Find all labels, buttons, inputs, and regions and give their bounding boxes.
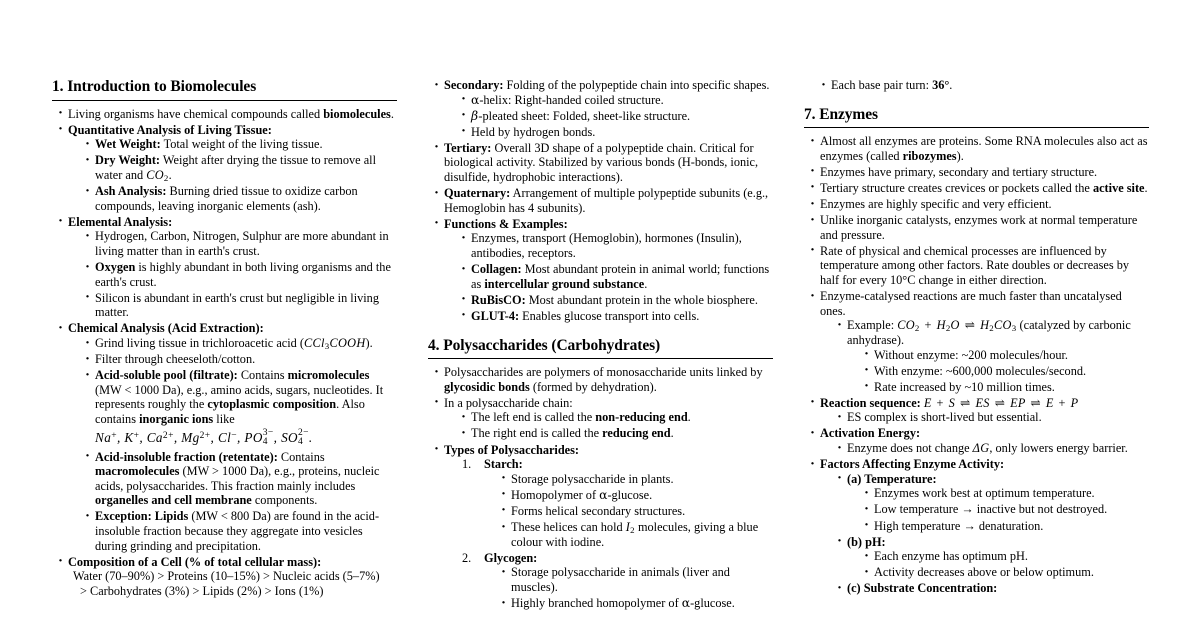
list-item	[808, 426, 1149, 455]
list-item: · Rate increased by ~10 million times.	[862, 380, 1149, 395]
term-bold: active site	[1092, 180, 1145, 195]
list-item	[83, 260, 397, 289]
list-item: · High temperature → denaturation.	[862, 519, 1149, 534]
term-text: . Also contains	[95, 397, 365, 426]
factor-label-temperature: (a) Temperature:	[847, 471, 937, 486]
term-text: Contains	[240, 368, 285, 383]
term-text: These helices can hold	[511, 520, 626, 535]
polysaccharide-types-ordered-list	[444, 457, 773, 610]
bullet-label: Elemental Analysis:	[68, 214, 173, 229]
list-item	[499, 488, 773, 503]
alpha-symbol: α	[471, 92, 480, 107]
formula-reaction-sequence: E + S ⇌ ES ⇌ EP ⇌ E + P	[923, 395, 1079, 410]
protein-structure-continued-list	[428, 78, 773, 324]
section-heading-4: 4. Polysaccharides (Carbohydrates)	[428, 336, 661, 354]
term-bold: macromolecules	[95, 464, 180, 479]
term-text: like	[216, 411, 235, 426]
term-text: Enables glucose transport into cells.	[522, 308, 700, 323]
term-tail: -glucose.	[607, 487, 653, 502]
list-item	[459, 309, 773, 324]
term-tail: .	[670, 426, 674, 441]
term-tail: .	[1144, 180, 1148, 195]
list-item	[56, 215, 397, 320]
list-item	[432, 186, 773, 215]
ph-sublist	[847, 549, 1149, 580]
term-label: Wet Weight:	[95, 137, 161, 152]
section-rule	[428, 358, 773, 359]
bullet-text-bold: biomolecules	[323, 106, 391, 121]
list-item: · Storage polysaccharide in animals (liver and muscles).	[499, 565, 773, 594]
term-text: Grind living tissue in trichloroacetic acid (	[95, 336, 304, 350]
term-text: In a polysaccharide chain:	[444, 395, 573, 410]
list-item: · Enzymes, transport (Hemoglobin), hormones (Insulin), antibodies, receptors.	[459, 231, 773, 260]
term-tail: (catalyzed by carbonic anhydrase).	[847, 318, 1131, 347]
column-1	[52, 78, 397, 626]
term-text: Almost all enzymes are proteins. Some RNA molecules also act as enzymes (called	[820, 134, 1148, 163]
list-item	[83, 368, 397, 447]
term-tail: .	[949, 78, 953, 92]
list-item	[459, 426, 773, 441]
section-polysaccharides	[428, 337, 773, 611]
chain-ends-sublist	[444, 410, 773, 441]
term-label: Oxygen	[95, 260, 136, 275]
term-bold: non-reducing end	[595, 410, 688, 425]
list-item	[808, 181, 1149, 196]
term-text: Homopolymer of	[511, 487, 600, 502]
list-item: · Forms helical secondary structures.	[499, 504, 773, 519]
list-item	[56, 123, 397, 214]
term-text: Most abundant protein in the whole biosphere.	[528, 292, 758, 307]
list-item	[499, 520, 773, 549]
temperature-sublist	[847, 486, 1149, 533]
list-item	[459, 293, 773, 308]
section-introduction-to-biomolecules	[52, 78, 397, 599]
term-text: Arrangement of multiple polypeptide subunits (e.g., Hemoglobin has 4 subunits).	[444, 186, 769, 215]
list-item	[56, 555, 397, 599]
list-item: · Storage polysaccharide in plants.	[499, 472, 773, 487]
list-item: · Activity decreases above or below optimum.	[862, 565, 1149, 580]
secondary-structure-sublist	[444, 93, 773, 140]
bullet-label: Composition of a Cell (% of total cellular mass):	[68, 554, 322, 569]
reaction-rates-sublist	[847, 348, 1149, 395]
term-text: (MW > 1000 Da), e.g., proteins, nucleic acids, polysaccharides. This fraction mainly includes	[95, 464, 380, 493]
term-bold: 36°	[932, 78, 950, 92]
term-text: Contains	[280, 449, 325, 464]
term-text: (formed by dehydration).	[532, 379, 657, 394]
term-label: Acid-soluble pool (filtrate):	[95, 368, 238, 383]
term-text: Enzyme does not change	[847, 441, 973, 456]
term-label: RuBisCO:	[471, 292, 526, 307]
term-text: (MW < 1000 Da), e.g., amino acids, sugars, nucleotides. It represents roughly the	[95, 382, 384, 412]
held-by-hydrogen-bonds-note: · Held by hydrogen bonds.	[459, 125, 773, 140]
list-item	[432, 443, 773, 611]
alpha-symbol: α	[681, 596, 691, 610]
list-item	[808, 289, 1149, 394]
formula-tca: CCl$_3$COOH	[304, 336, 366, 351]
section-heading-1: 1. Introduction to Biomolecules	[52, 78, 257, 95]
term-text: Weight after drying the tissue to remove all water and	[95, 153, 376, 182]
term-text: Each base pair turn:	[831, 78, 933, 92]
term-label: Secondary:	[444, 78, 504, 92]
list-item: · Hydrogen, Carbon, Nitrogen, Sulphur are more abundant in living matter than in earth's crust.	[83, 229, 397, 258]
column-3	[804, 78, 1149, 626]
term-bold: micromolecules	[287, 368, 370, 383]
term-bold: ribozymes	[902, 148, 957, 163]
list-item	[56, 321, 397, 553]
starch-sublist	[484, 472, 773, 549]
factor-label-substrate-concentration: (c) Substrate Concentration:	[847, 581, 998, 596]
term-text: Burning dried tissue to oxidize carbon compounds, leaving inorganic elements (ash).	[95, 184, 358, 213]
term-label: Starch:	[484, 457, 523, 472]
term-label: Ash Analysis:	[95, 184, 167, 199]
list-item	[56, 107, 397, 122]
three-column-layout	[52, 78, 1151, 626]
list-item	[83, 153, 397, 182]
bullet-label: Chemical Analysis (Acid Extraction):	[68, 321, 264, 336]
list-item: · Enzymes are highly specific and very efficient.	[808, 197, 1149, 212]
list-item: · Each enzyme has optimum pH.	[862, 549, 1149, 564]
term-text: Polysaccharides are polymers of monosaccharide units linked by	[444, 365, 763, 380]
glycogen-sublist	[484, 565, 773, 610]
intro-bullet-list	[52, 107, 397, 599]
list-item	[432, 365, 773, 394]
term-text: Total weight of the living tissue.	[163, 137, 323, 152]
term-label: Dry Weight:	[95, 153, 161, 168]
list-item	[432, 396, 773, 441]
term-text: is highly abundant in both living organisms and the earth's crust.	[95, 260, 391, 289]
list-item	[808, 396, 1149, 425]
list-item: · Silicon is abundant in earth's crust but negligible in living matter.	[83, 291, 397, 320]
factor-label-ph: (b) pH:	[847, 534, 886, 549]
list-item	[432, 217, 773, 324]
term-text: Tertiary structure creates crevices or pockets called the	[820, 180, 1090, 195]
term-text: components.	[254, 493, 318, 508]
term-tail: .	[687, 410, 691, 425]
term-text: The left end is called the	[471, 410, 593, 425]
term-label: Tertiary:	[444, 140, 492, 155]
list-number: 1.	[462, 457, 472, 472]
term-label: Exception: Lipids	[95, 509, 189, 524]
term-text: Folding of the polypeptide chain into specific shapes.	[506, 78, 770, 92]
alpha-symbol: α	[599, 487, 608, 502]
term-tail: -glucose.	[690, 596, 735, 610]
term-tail: ).	[365, 336, 373, 350]
term-tail: , only lowers energy barrier.	[989, 441, 1128, 456]
list-item: · Low temperature → inactive but not destroyed.	[862, 502, 1149, 517]
quantitative-analysis-sublist	[68, 137, 397, 213]
elemental-analysis-sublist	[68, 229, 397, 320]
term-bold: organelles and cell membrane	[95, 493, 252, 508]
list-item	[808, 134, 1149, 163]
section-rule	[804, 127, 1149, 128]
list-item	[432, 78, 773, 139]
dna-structure-continued-list	[804, 78, 1149, 93]
bullet-text-tail: .	[390, 106, 394, 121]
column-2	[428, 78, 773, 626]
term-text: -pleated sheet: Folded, sheet-like structure.	[478, 108, 691, 123]
bullet-label: Types of Polysaccharides:	[444, 442, 580, 457]
term-tail: molecules, giving a blue colour with iodine.	[511, 520, 759, 549]
term-label: Quaternary:	[444, 186, 511, 201]
enzymes-bullet-list	[804, 134, 1149, 596]
term-text: Enzyme-catalysed reactions are much faster than uncatalysed ones.	[820, 289, 1122, 318]
factors-affecting-activity-sublist	[820, 472, 1149, 596]
list-item	[459, 93, 773, 108]
list-item	[83, 137, 397, 152]
list-item: · ES complex is short-lived but essential.	[835, 410, 1149, 425]
term-bold: cytoplasmic composition	[207, 397, 337, 412]
carbonic-anhydrase-example-sublist	[820, 318, 1149, 394]
beta-symbol: β	[471, 108, 479, 123]
list-item	[819, 78, 1149, 93]
term-label: Reaction sequence:	[820, 395, 921, 410]
bullet-text: Living organisms have chemical compounds called	[68, 106, 321, 121]
list-item	[459, 410, 773, 425]
list-item	[459, 262, 773, 291]
es-complex-sublist	[820, 410, 1149, 425]
list-item	[835, 318, 1149, 394]
term-bold: reducing end	[602, 426, 671, 441]
term-label: Glycogen:	[484, 550, 538, 565]
formula-delta-g: ΔG	[972, 441, 990, 456]
term-tail: .	[168, 167, 172, 182]
list-item: · Without enzyme: ~200 molecules/hour.	[862, 348, 1149, 363]
bullet-label: Activation Energy:	[820, 426, 921, 441]
section-enzymes	[804, 106, 1149, 596]
term-tail: .	[644, 276, 648, 291]
term-text: -helix: Right-handed coiled structure.	[479, 92, 664, 107]
list-item	[83, 336, 397, 351]
list-item: · Rate of physical and chemical processes are influenced by temperature among other factors. Rate doubles or decreases by half for every 10°C change in either direction.	[808, 244, 1149, 288]
list-item	[835, 472, 1149, 533]
list-item: · With enzyme: ~600,000 molecules/second.	[862, 364, 1149, 379]
list-item	[462, 457, 773, 549]
list-item	[432, 141, 773, 185]
term-label: GLUT-4:	[471, 308, 520, 323]
formula-inorganic-ions: Na+, K+, $Ca^{2+}$, $Mg^{2+}$, Cl−, PO 3− 4 , SO 2− 4 .	[95, 427, 313, 448]
list-item: · Enzymes work best at optimum temperature.	[862, 486, 1149, 501]
list-item	[83, 450, 397, 508]
formula-co2: $CO_2$	[146, 167, 169, 183]
functions-examples-sublist	[444, 231, 773, 323]
list-item	[83, 184, 397, 213]
term-text: The right end is called the	[471, 426, 600, 441]
bullet-label: Factors Affecting Enzyme Activity:	[820, 457, 1005, 472]
term-bold: inorganic ions	[139, 411, 214, 426]
list-item	[835, 441, 1149, 456]
list-item: · Filter through cheeseloth/cotton.	[83, 352, 397, 367]
term-text: Overall 3D shape of a polypeptide chain. Critical for biological activity. Stabilized by various bonds (H-bonds, ionic, disulfide, hydrophobic interactions).	[444, 140, 759, 185]
list-item: · Enzymes have primary, secondary and tertiary structure.	[808, 165, 1149, 180]
term-text: Most abundant protein in animal world; functions as	[471, 262, 770, 291]
polysaccharides-bullet-list	[428, 365, 773, 611]
term-bold: intercellular ground substance	[484, 276, 645, 291]
bullet-label: Functions & Examples:	[444, 216, 568, 231]
list-item	[462, 551, 773, 611]
term-text: (MW < 800 Da) are found in the acid-insoluble fraction because they aggregate into vesicles during grinding and precipitation.	[95, 509, 380, 553]
term-text: Highly branched homopolymer of	[511, 596, 682, 610]
list-item: · Unlike inorganic catalysts, enzymes work at normal temperature and pressure.	[808, 213, 1149, 242]
list-item	[808, 457, 1149, 596]
term-label: Acid-insoluble fraction (retentate):	[95, 449, 278, 464]
formula-iodine: $I_2$	[625, 520, 635, 535]
list-item	[499, 596, 773, 611]
list-item	[835, 535, 1149, 580]
list-item	[835, 581, 1149, 596]
list-number: 2.	[462, 550, 472, 565]
term-tail: ).	[956, 148, 964, 163]
term-label: Collagen:	[471, 262, 522, 277]
composition-line-2: > Carbohydrates (3%) > Lipids (2%) > Ions (1%)	[80, 583, 324, 598]
chemical-analysis-sublist	[68, 336, 397, 553]
term-text: Example:	[847, 318, 898, 333]
activation-energy-sublist	[820, 441, 1149, 456]
bullet-label: Quantitative Analysis of Living Tissue:	[68, 122, 272, 137]
formula-carbonic-reaction: $CO_2 + H_2O$ ⇌ $H_2CO_3$	[897, 318, 1017, 334]
section-rule	[52, 100, 397, 101]
composition-line-1: Water (70–90%) > Proteins (10–15%) > Nucleic acids (5–7%)	[73, 569, 380, 584]
term-bold: glycosidic bonds	[444, 379, 530, 394]
list-item	[459, 109, 773, 124]
list-item	[83, 509, 397, 553]
section-heading-7: 7. Enzymes	[804, 105, 878, 123]
